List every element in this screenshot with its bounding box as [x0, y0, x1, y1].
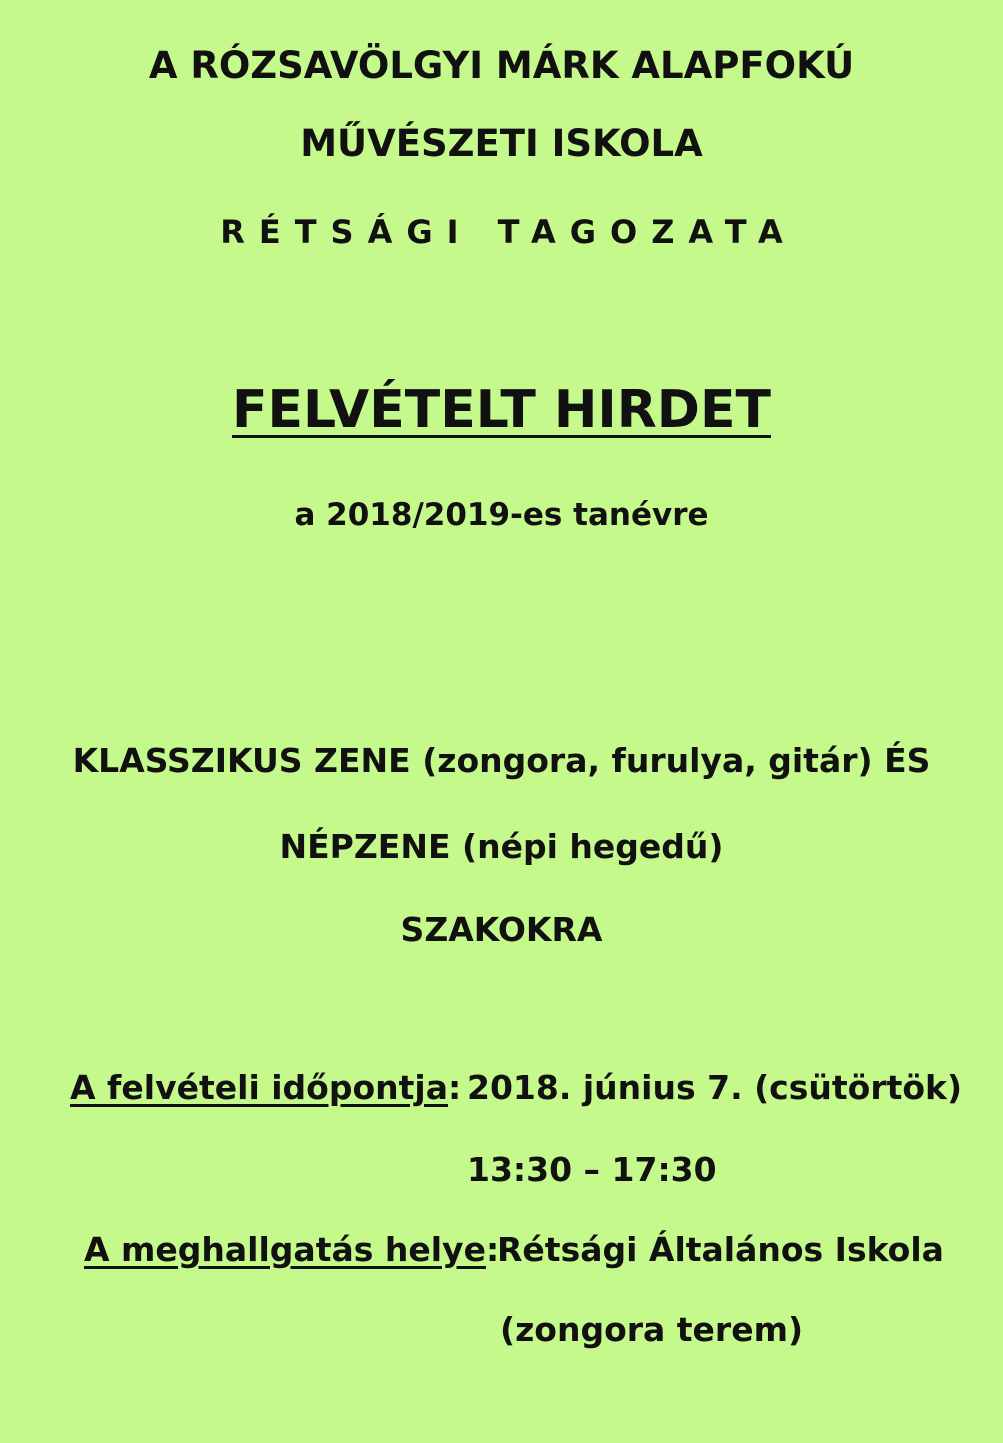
subjects-suffix: SZAKOKRA	[400, 910, 603, 949]
headline-container	[0, 380, 1003, 440]
venue-label: A meghallgatás helye	[84, 1230, 486, 1269]
classical-title: KLASSZIKUS ZENE	[72, 741, 411, 780]
headline: FELVÉTELT HIRDET	[232, 380, 771, 440]
school-year: a 2018/2019-es tanévre	[294, 497, 709, 533]
school-name-line2: MŰVÉSZETI ISKOLA	[300, 122, 703, 165]
subject-folk	[0, 827, 1003, 866]
conjunction: ÉS	[884, 741, 931, 780]
subject-classical	[0, 741, 1003, 780]
room-value: (zongora terem)	[500, 1310, 804, 1349]
venue-value: Rétsági Általános Iskola	[497, 1230, 944, 1269]
venue-label-row: A meghallgatás helye:	[84, 1230, 500, 1269]
classical-detail: (zongora, furulya, gitár)	[422, 741, 873, 780]
branch-name: RÉTSÁGI TAGOZATA	[220, 213, 797, 251]
date-label: A felvételi időpontja	[70, 1068, 448, 1107]
folk-title: NÉPZENE	[279, 827, 451, 866]
date-value: 2018. június 7. (csütörtök)	[467, 1068, 963, 1107]
date-label-row: A felvételi időpontja:	[70, 1068, 462, 1107]
time-value: 13:30 – 17:30	[467, 1150, 717, 1189]
school-name-line1: A RÓZSAVÖLGYI MÁRK ALAPFOKÚ	[148, 44, 855, 87]
folk-detail: (népi hegedű)	[462, 827, 724, 866]
